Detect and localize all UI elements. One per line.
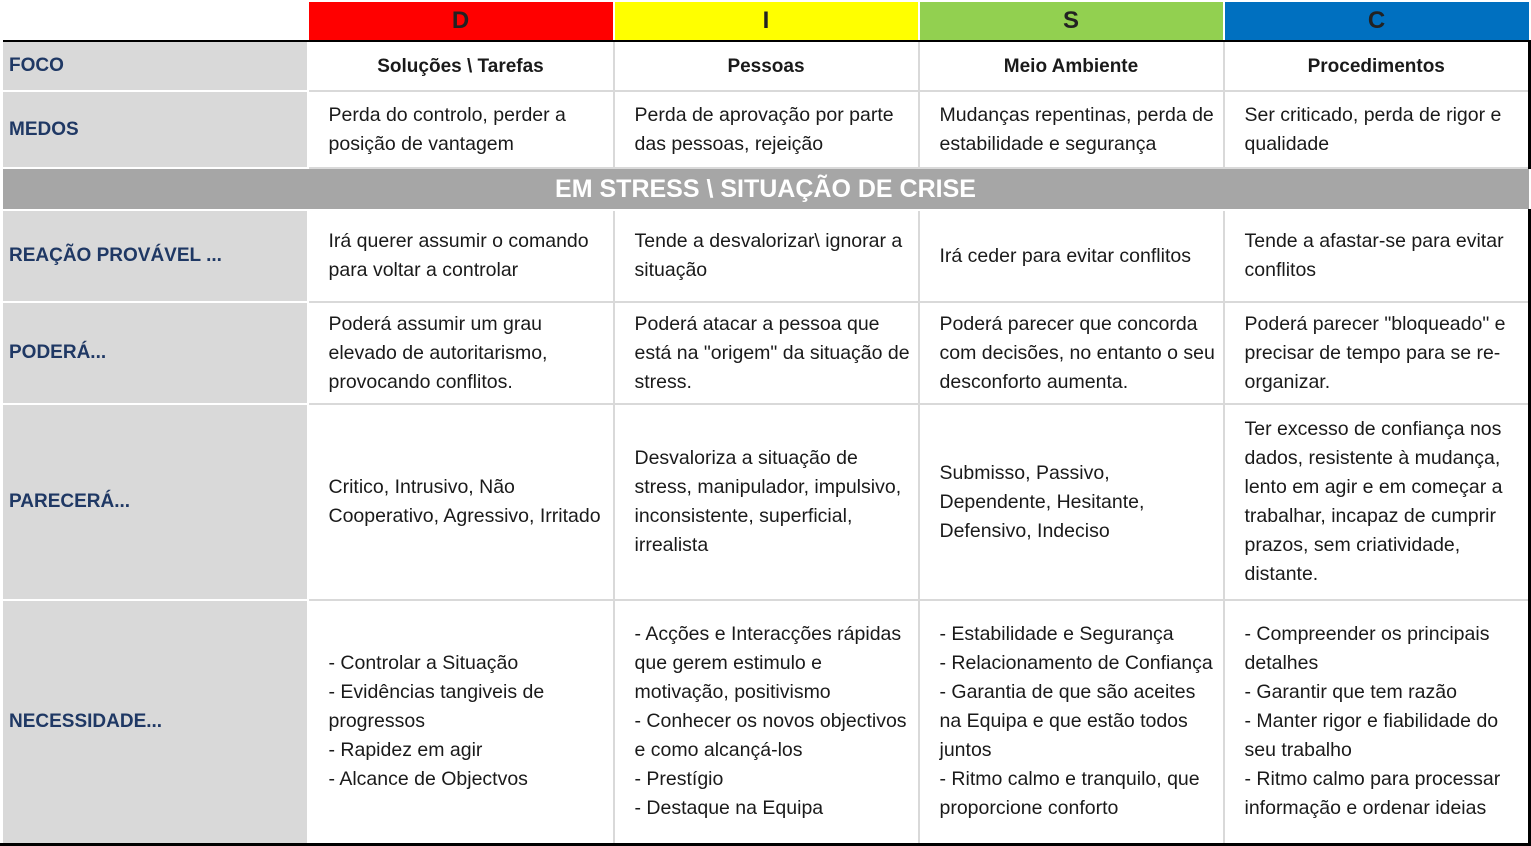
reacao-d: Irá querer assumir o comando para voltar a controlar [308,210,614,302]
stress-banner: EM STRESS \ SITUAÇÃO DE CRISE [2,168,1530,210]
necessidade-i: - Acções e Interacções rápidas que gerem estimulo e motivação, positivismo - Conhecer os novos objectivos e como alcançá-los - Prestígio - Destaque na Equipa [614,600,919,844]
foco-c: Procedimentos [1224,41,1530,91]
foco-s: Meio Ambiente [919,41,1224,91]
row-label-parecera: PARECERÁ... [2,404,308,600]
row-label-podera: PODERÁ... [2,302,308,404]
parecera-c: Ter excesso de confiança nos dados, resistente à mudança, lento em agir e em começar a trabalhar, incapaz de cumprir prazos, sem criatividade, distante. [1224,404,1530,600]
row-podera [2,302,1530,404]
row-banner [2,168,1530,210]
header-s: S [919,1,1224,41]
header-c: C [1224,1,1530,41]
foco-i: Pessoas [614,41,919,91]
podera-c: Poderá parecer "bloqueado" e precisar de tempo para se re-organizar. [1224,302,1530,404]
reacao-i: Tende a desvalorizar\ ignorar a situação [614,210,919,302]
reacao-c: Tende a afastar-se para evitar conflitos [1224,210,1530,302]
foco-d: Soluções \ Tarefas [308,41,614,91]
row-reacao [2,210,1530,302]
row-foco [2,41,1530,91]
podera-i: Poderá atacar a pessoa que está na "origem" da situação de stress. [614,302,919,404]
parecera-s: Submisso, Passivo, Dependente, Hesitante, Defensivo, Indeciso [919,404,1224,600]
row-label-medos: MEDOS [2,91,308,168]
row-parecera [2,404,1530,600]
podera-s: Poderá parecer que concorda com decisões, no entanto o seu desconforto aumenta. [919,302,1224,404]
medos-i: Perda de aprovação por parte das pessoas, rejeição [614,91,919,168]
necessidade-s: - Estabilidade e Segurança - Relacionamento de Confiança - Garantia de que são aceites na Equipa e que estão todos juntos - Ritmo calmo e tranquilo, que proporcione conforto [919,600,1224,844]
header-spacer [2,1,308,41]
row-label-foco: FOCO [2,41,308,91]
medos-s: Mudanças repentinas, perda de estabilidade e segurança [919,91,1224,168]
medos-d: Perda do controlo, perder a posição de vantagem [308,91,614,168]
row-label-necessidade: NECESSIDADE... [2,600,308,844]
header-d: D [308,1,614,41]
podera-d: Poderá assumir um grau elevado de autoritarismo, provocando conflitos. [308,302,614,404]
necessidade-c: - Compreender os principais detalhes - Garantir que tem razão - Manter rigor e fiabilidade do seu trabalho - Ritmo calmo para processar informação e ordenar ideias [1224,600,1530,844]
necessidade-d: - Controlar a Situação - Evidências tangiveis de progressos - Rapidez em agir - Alcance de Objectvos [308,600,614,844]
profile-header-row [2,1,1530,41]
row-medos [2,91,1530,168]
row-label-reacao: REAÇÃO PROVÁVEL ... [2,210,308,302]
parecera-d: Critico, Intrusivo, Não Cooperativo, Agressivo, Irritado [308,404,614,600]
reacao-s: Irá ceder para evitar conflitos [919,210,1224,302]
row-necessidade [2,600,1530,844]
medos-c: Ser criticado, perda de rigor e qualidade [1224,91,1530,168]
header-i: I [614,1,919,41]
parecera-i: Desvaloriza a situação de stress, manipulador, impulsivo, inconsistente, superficial, irrealista [614,404,919,600]
